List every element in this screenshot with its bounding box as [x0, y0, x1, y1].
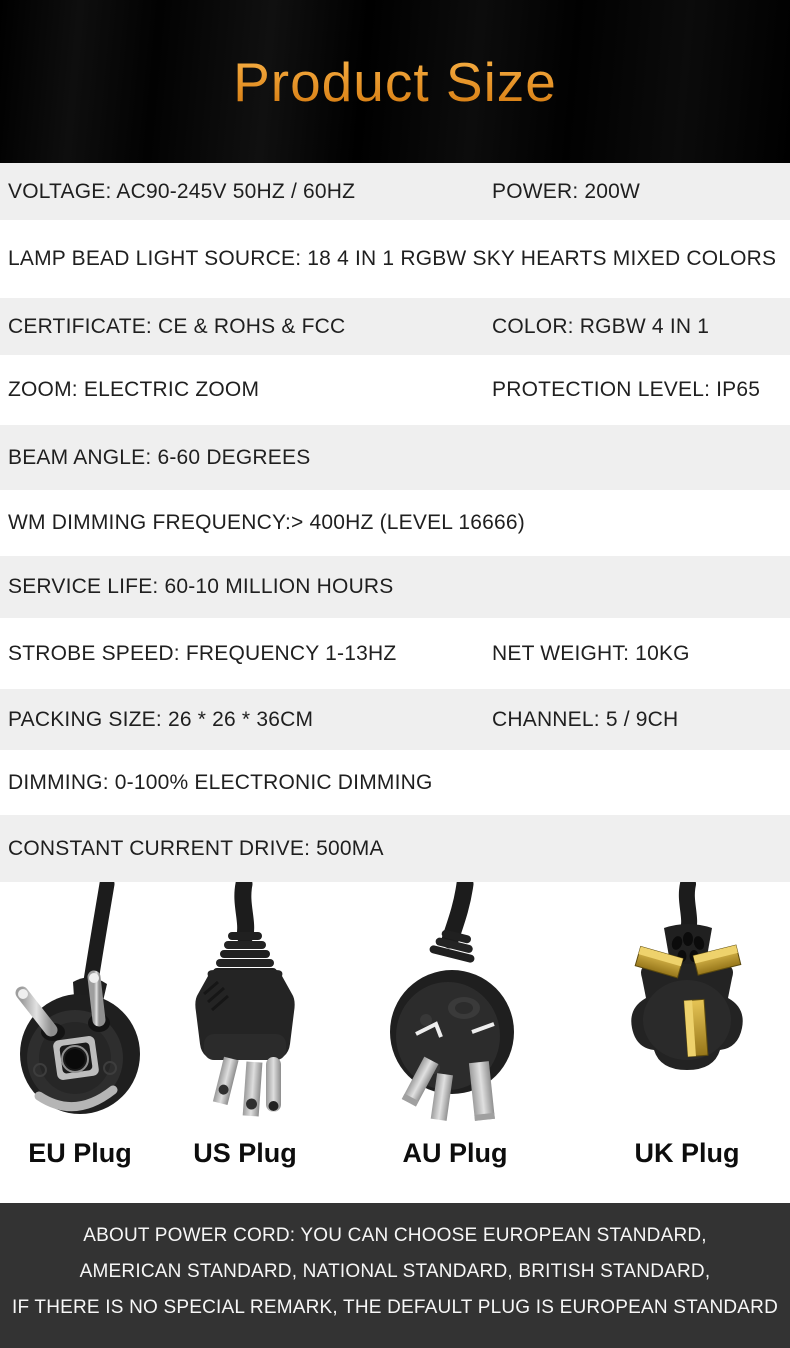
spec-certificate: CERTIFICATE: CE & ROHS & FCC — [8, 314, 346, 338]
spec-zoom: ZOOM: ELECTRIC ZOOM — [8, 378, 260, 401]
spec-channel: CHANNEL: 5 / 9CH — [492, 707, 679, 731]
spec-color: COLOR: RGBW 4 IN 1 — [492, 314, 710, 338]
plug-figure-eu — [0, 882, 165, 1203]
au-plug-image — [370, 882, 540, 1134]
plug-figure-au — [370, 882, 540, 1203]
header-banner — [0, 0, 790, 163]
us-plug-image — [160, 882, 330, 1134]
spec-protection-level: PROTECTION LEVEL: IP65 — [492, 378, 761, 401]
spec-dimming-frequency: WM DIMMING FREQUENCY:> 400HZ (LEVEL 16666) — [8, 511, 526, 534]
spec-strobe-speed: STROBE SPEED: FREQUENCY 1-13HZ — [8, 641, 397, 665]
page-title: Product Size — [233, 50, 557, 113]
spec-table — [0, 163, 790, 882]
spec-row-beam-angle — [0, 425, 790, 490]
spec-row-strobe-speed — [0, 618, 790, 689]
plug-label-eu: EU Plug — [28, 1138, 132, 1168]
spec-packing-size: PACKING SIZE: 26 * 26 * 36CM — [8, 707, 314, 731]
spec-beam-angle: BEAM ANGLE: 6-60 DEGREES — [8, 445, 311, 469]
spec-row-dimming-frequency — [0, 490, 790, 556]
spec-row-voltage — [0, 163, 790, 220]
spec-dimming: DIMMING: 0-100% ELECTRONIC DIMMING — [8, 770, 433, 794]
spec-row-packing-size — [0, 689, 790, 750]
spec-row-service-life — [0, 556, 790, 618]
footer-line-3: IF THERE IS NO SPECIAL REMARK, THE DEFAULT PLUG IS EUROPEAN STANDARD — [11, 1297, 779, 1318]
spec-voltage: VOLTAGE: AC90-245V 50HZ / 60HZ — [8, 179, 356, 203]
plug-label-uk: UK Plug — [634, 1138, 740, 1168]
uk-plug-image — [602, 882, 772, 1134]
footer-note — [0, 1203, 790, 1348]
plug-figure-us — [160, 882, 330, 1203]
footer-line-1: ABOUT POWER CORD: YOU CAN CHOOSE EUROPEAN STANDARD, — [83, 1225, 707, 1246]
spec-row-dimming — [0, 750, 790, 815]
spec-row-certificate — [0, 298, 790, 355]
spec-net-weight: NET WEIGHT: 10KG — [492, 641, 690, 665]
footer-line-2: AMERICAN STANDARD, NATIONAL STANDARD, BRITISH STANDARD, — [79, 1261, 711, 1282]
spec-power: POWER: 200W — [492, 179, 641, 203]
spec-lamp-bead: LAMP BEAD LIGHT SOURCE: 18 4 IN 1 RGBW SKY HEARTS MIXED COLORS — [8, 247, 777, 270]
plug-label-au: AU Plug — [402, 1138, 508, 1168]
eu-plug-image — [0, 882, 165, 1134]
spec-service-life: SERVICE LIFE: 60-10 MILLION HOURS — [8, 575, 394, 598]
plug-gallery — [0, 882, 790, 1203]
plug-label-us: US Plug — [193, 1138, 297, 1168]
spec-current-drive: CONSTANT CURRENT DRIVE: 500MA — [8, 836, 384, 860]
spec-row-lamp-bead — [0, 220, 790, 298]
plug-figure-uk — [602, 882, 772, 1203]
spec-row-current-drive — [0, 815, 790, 882]
spec-row-zoom — [0, 355, 790, 425]
